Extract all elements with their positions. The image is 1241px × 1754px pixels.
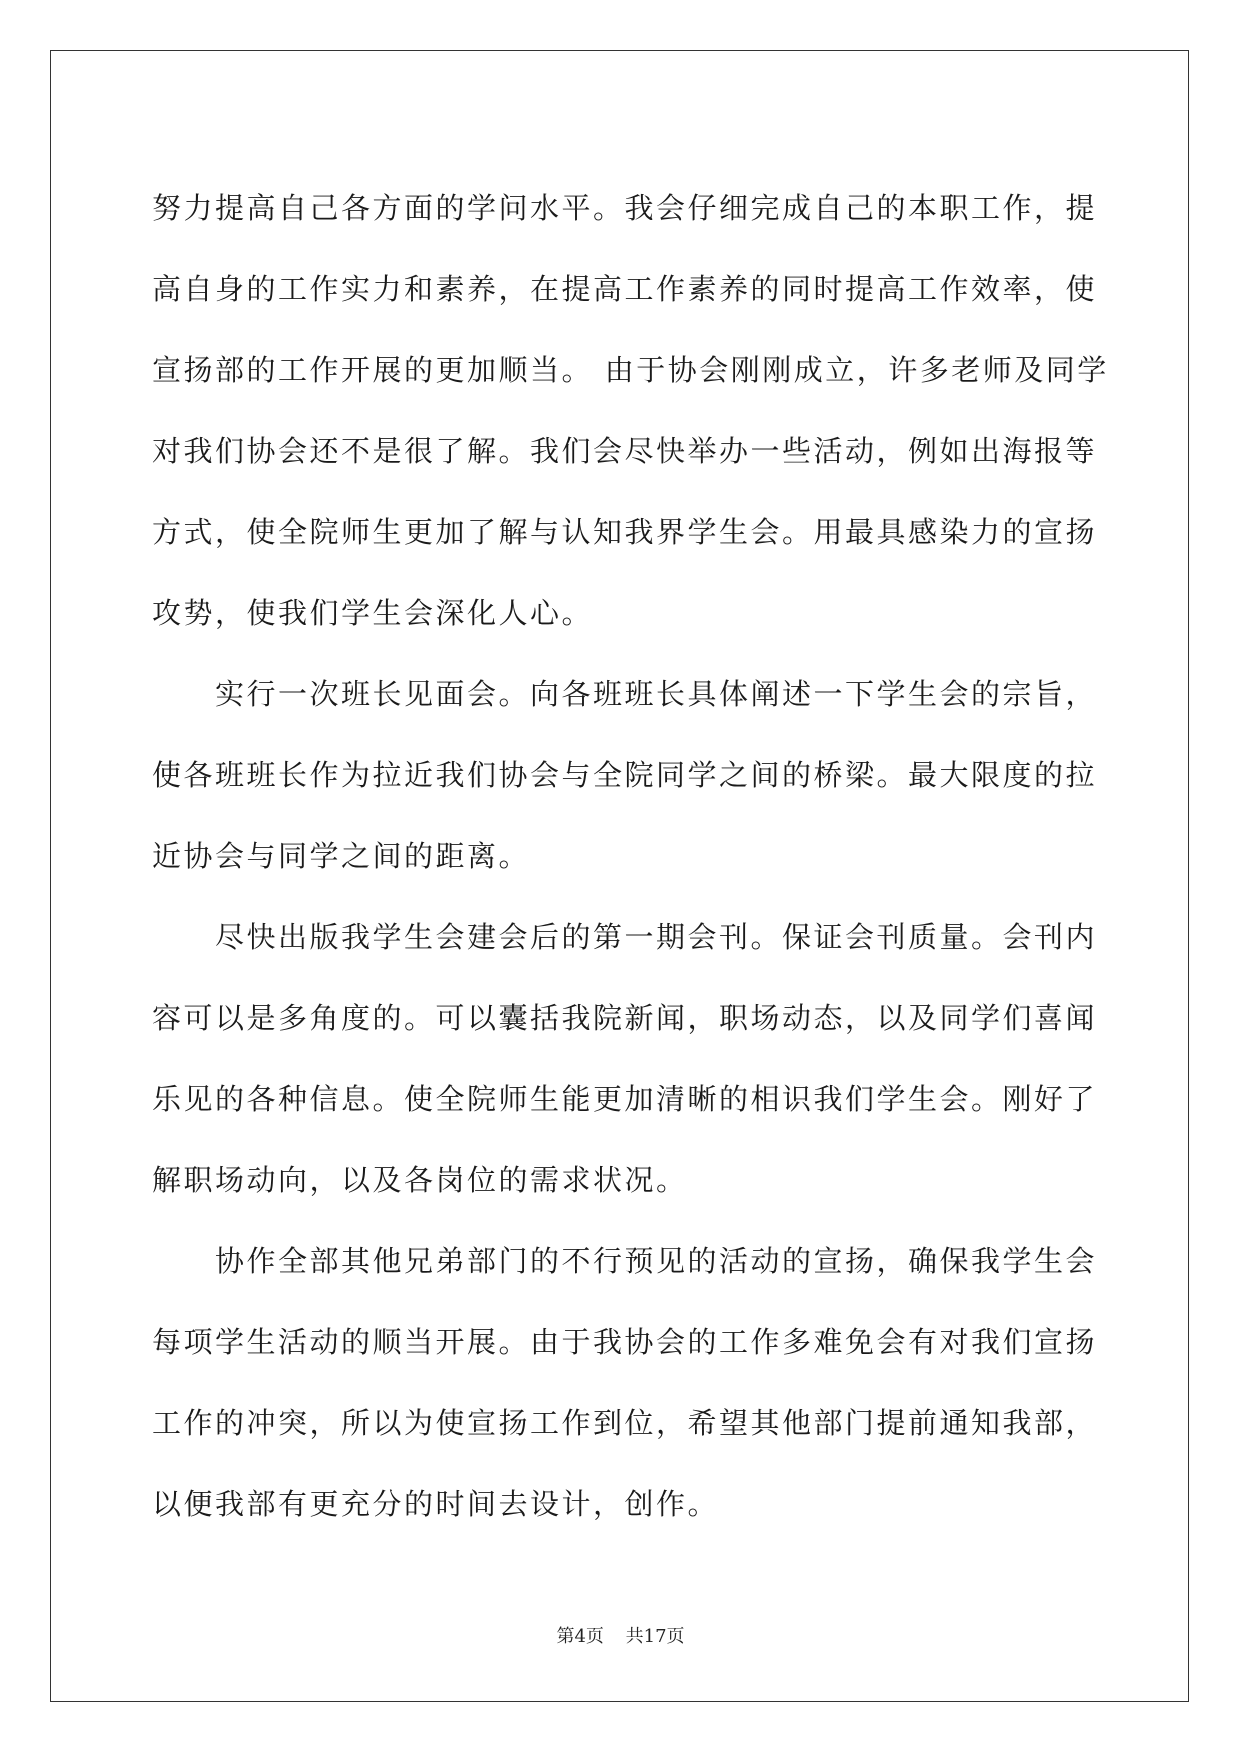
text-line: 解职场动向，以及各岗位的需求状况。 (152, 1163, 688, 1197)
text-line: 乐见的各种信息。使全院师生能更加清晰的相识我们学生会。刚好了 (152, 1082, 1098, 1116)
text-line: 容可以是多角度的。可以囊括我院新闻，职场动态，以及同学们喜闻 (152, 1001, 1098, 1035)
text-line: 攻势，使我们学生会深化人心。 (152, 596, 594, 630)
text-line: 对我们协会还不是很了解。我们会尽快举办一些活动，例如出海报等 (152, 434, 1098, 468)
text-line: 以便我部有更充分的时间去设计，创作。 (152, 1487, 720, 1521)
page-footer (0, 1622, 1241, 1648)
paragraph-3 (152, 897, 1098, 1221)
text-line: 协作全部其他兄弟部门的不行预见的活动的宣扬，确保我学生会 (215, 1244, 1098, 1278)
paragraph-1 (152, 168, 1109, 654)
text-line: 方式，使全院师生更加了解与认知我界学生会。用最具感染力的宣扬 (152, 515, 1098, 549)
paragraph-2 (152, 654, 1098, 897)
page-number: 第4页 (556, 1626, 604, 1647)
document-body (152, 168, 1109, 1545)
paragraph-4 (152, 1221, 1098, 1545)
text-line: 尽快出版我学生会建会后的第一期会刊。保证会刊质量。会刊内 (215, 920, 1098, 954)
text-line: 努力提高自己各方面的学问水平。我会仔细完成自己的本职工作，提 (152, 191, 1098, 225)
text-line: 每项学生活动的顺当开展。由于我协会的工作多难免会有对我们宣扬 (152, 1325, 1098, 1359)
text-line: 高自身的工作实力和素养，在提高工作素养的同时提高工作效率，使 (152, 272, 1098, 306)
text-line: 宣扬部的工作开展的更加顺当。 由于协会刚刚成立，许多老师及同学 (152, 353, 1109, 387)
page-total: 共17页 (625, 1626, 685, 1647)
text-line: 实行一次班长见面会。向各班班长具体阐述一下学生会的宗旨， (215, 677, 1098, 711)
text-line: 使各班班长作为拉近我们协会与全院同学之间的桥梁。最大限度的拉 (152, 758, 1098, 792)
text-line: 近协会与同学之间的距离。 (152, 839, 531, 873)
text-line: 工作的冲突，所以为使宣扬工作到位，希望其他部门提前通知我部， (152, 1406, 1098, 1440)
